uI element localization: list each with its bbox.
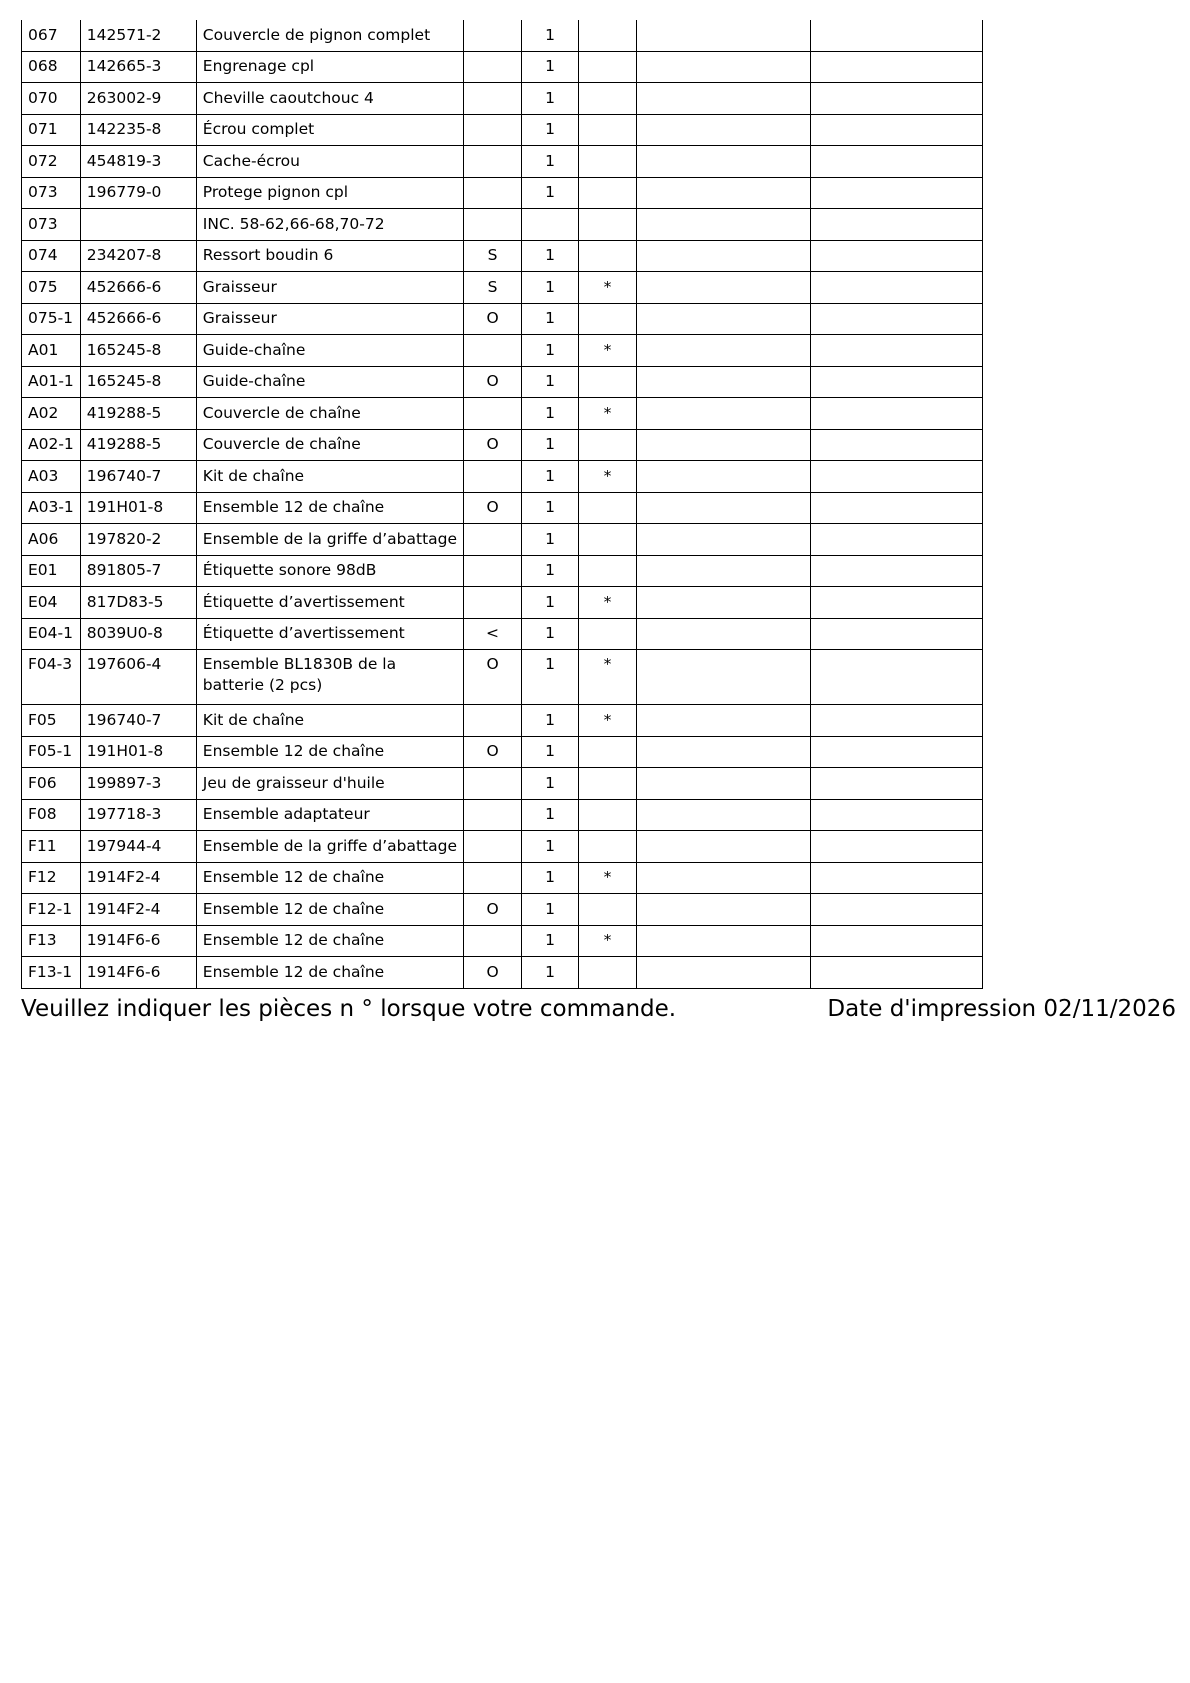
blank-cell	[637, 768, 811, 800]
blank-cell	[637, 51, 811, 83]
item-number-cell: 073	[22, 209, 81, 241]
part-number-cell: 142571-2	[80, 20, 196, 51]
code-cell	[464, 146, 522, 178]
item-number-cell: 075	[22, 272, 81, 304]
item-number-cell: 070	[22, 83, 81, 115]
blank-cell	[811, 555, 983, 587]
quantity-cell: 1	[522, 51, 579, 83]
part-number-cell: 8039U0-8	[80, 618, 196, 650]
blank-cell	[637, 146, 811, 178]
part-number-cell: 197606-4	[80, 650, 196, 705]
quantity-cell	[522, 209, 579, 241]
description-cell: Couvercle de chaîne	[196, 429, 463, 461]
note-mark-cell: *	[579, 272, 637, 304]
note-mark-cell	[579, 83, 637, 115]
table-row	[22, 398, 983, 430]
table-row	[22, 831, 983, 863]
note-mark-cell	[579, 768, 637, 800]
part-number-cell	[80, 209, 196, 241]
blank-cell	[637, 650, 811, 705]
table-row	[22, 114, 983, 146]
item-number-cell: 068	[22, 51, 81, 83]
description-cell: Étiquette d’avertissement	[196, 587, 463, 619]
code-cell	[464, 398, 522, 430]
blank-cell	[637, 957, 811, 989]
item-number-cell: F12	[22, 862, 81, 894]
table-row	[22, 461, 983, 493]
blank-cell	[637, 705, 811, 737]
table-row	[22, 272, 983, 304]
code-cell: O	[464, 650, 522, 705]
item-number-cell: F08	[22, 799, 81, 831]
table-row	[22, 894, 983, 926]
part-number-cell: 817D83-5	[80, 587, 196, 619]
blank-cell	[811, 650, 983, 705]
blank-cell	[811, 272, 983, 304]
item-number-cell: A02-1	[22, 429, 81, 461]
item-number-cell: F06	[22, 768, 81, 800]
print-date: Date d'impression 02/11/2026	[827, 996, 1176, 1022]
description-cell: Guide-chaîne	[196, 366, 463, 398]
table-row	[22, 492, 983, 524]
part-number-cell: 1914F6-6	[80, 925, 196, 957]
blank-cell	[637, 894, 811, 926]
table-row	[22, 177, 983, 209]
blank-cell	[637, 587, 811, 619]
code-cell	[464, 20, 522, 51]
quantity-cell: 1	[522, 650, 579, 705]
table-row	[22, 768, 983, 800]
blank-cell	[637, 398, 811, 430]
quantity-cell: 1	[522, 587, 579, 619]
note-mark-cell	[579, 831, 637, 863]
item-number-cell: F04-3	[22, 650, 81, 705]
blank-cell	[811, 335, 983, 367]
table-row	[22, 303, 983, 335]
description-cell: Couvercle de chaîne	[196, 398, 463, 430]
note-mark-cell	[579, 618, 637, 650]
code-cell: O	[464, 366, 522, 398]
quantity-cell: 1	[522, 705, 579, 737]
note-mark-cell	[579, 894, 637, 926]
table-row	[22, 957, 983, 989]
table-row	[22, 555, 983, 587]
description-cell: Étiquette sonore 98dB	[196, 555, 463, 587]
code-cell: O	[464, 303, 522, 335]
code-cell	[464, 555, 522, 587]
blank-cell	[811, 894, 983, 926]
blank-cell	[811, 209, 983, 241]
part-number-cell: 165245-8	[80, 335, 196, 367]
part-number-cell: 1914F2-4	[80, 894, 196, 926]
description-cell: Ensemble 12 de chaîne	[196, 894, 463, 926]
description-cell: Ensemble 12 de chaîne	[196, 862, 463, 894]
quantity-cell: 1	[522, 736, 579, 768]
blank-cell	[811, 429, 983, 461]
quantity-cell: 1	[522, 618, 579, 650]
part-number-cell: 1914F6-6	[80, 957, 196, 989]
description-cell: Couvercle de pignon complet	[196, 20, 463, 51]
item-number-cell: 071	[22, 114, 81, 146]
part-number-cell: 454819-3	[80, 146, 196, 178]
blank-cell	[637, 303, 811, 335]
code-cell	[464, 831, 522, 863]
table-row	[22, 20, 983, 51]
table-row	[22, 705, 983, 737]
table-row	[22, 650, 983, 705]
note-mark-cell	[579, 555, 637, 587]
blank-cell	[637, 209, 811, 241]
part-number-cell: 142665-3	[80, 51, 196, 83]
description-cell: Graisseur	[196, 272, 463, 304]
blank-cell	[637, 555, 811, 587]
blank-cell	[811, 366, 983, 398]
blank-cell	[811, 618, 983, 650]
order-instruction-note: Veuillez indiquer les pièces n ° lorsque votre commande.	[21, 996, 677, 1022]
table-row	[22, 83, 983, 115]
blank-cell	[637, 461, 811, 493]
part-number-cell: 452666-6	[80, 272, 196, 304]
description-cell: Ensemble adaptateur	[196, 799, 463, 831]
blank-cell	[637, 20, 811, 51]
quantity-cell: 1	[522, 768, 579, 800]
blank-cell	[811, 83, 983, 115]
item-number-cell: A03	[22, 461, 81, 493]
code-cell	[464, 768, 522, 800]
table-row	[22, 146, 983, 178]
quantity-cell: 1	[522, 177, 579, 209]
quantity-cell: 1	[522, 272, 579, 304]
code-cell: S	[464, 272, 522, 304]
note-mark-cell	[579, 429, 637, 461]
code-cell	[464, 587, 522, 619]
note-mark-cell	[579, 177, 637, 209]
blank-cell	[637, 177, 811, 209]
item-number-cell: F13	[22, 925, 81, 957]
blank-cell	[637, 618, 811, 650]
code-cell	[464, 925, 522, 957]
item-number-cell: 074	[22, 240, 81, 272]
blank-cell	[811, 146, 983, 178]
note-mark-cell	[579, 114, 637, 146]
item-number-cell: F05	[22, 705, 81, 737]
description-cell: Engrenage cpl	[196, 51, 463, 83]
code-cell	[464, 524, 522, 556]
quantity-cell: 1	[522, 20, 579, 51]
quantity-cell: 1	[522, 114, 579, 146]
note-mark-cell	[579, 736, 637, 768]
code-cell: O	[464, 894, 522, 926]
description-cell: Ensemble BL1830B de la batterie (2 pcs)	[196, 650, 463, 705]
table-row	[22, 240, 983, 272]
description-cell: Ensemble 12 de chaîne	[196, 736, 463, 768]
description-cell: Kit de chaîne	[196, 461, 463, 493]
item-number-cell: 067	[22, 20, 81, 51]
part-number-cell: 191H01-8	[80, 736, 196, 768]
note-mark-cell: *	[579, 705, 637, 737]
item-number-cell: 072	[22, 146, 81, 178]
part-number-cell: 419288-5	[80, 429, 196, 461]
table-row	[22, 209, 983, 241]
note-mark-cell: *	[579, 862, 637, 894]
note-mark-cell	[579, 209, 637, 241]
quantity-cell: 1	[522, 894, 579, 926]
code-cell	[464, 83, 522, 115]
note-mark-cell: *	[579, 461, 637, 493]
table-row	[22, 335, 983, 367]
quantity-cell: 1	[522, 398, 579, 430]
blank-cell	[811, 587, 983, 619]
part-number-cell: 142235-8	[80, 114, 196, 146]
part-number-cell: 199897-3	[80, 768, 196, 800]
note-mark-cell: *	[579, 925, 637, 957]
item-number-cell: 073	[22, 177, 81, 209]
description-cell: Graisseur	[196, 303, 463, 335]
blank-cell	[811, 831, 983, 863]
blank-cell	[811, 20, 983, 51]
quantity-cell: 1	[522, 335, 579, 367]
blank-cell	[811, 957, 983, 989]
item-number-cell: A02	[22, 398, 81, 430]
blank-cell	[811, 524, 983, 556]
description-cell: Ressort boudin 6	[196, 240, 463, 272]
note-mark-cell: *	[579, 398, 637, 430]
table-row	[22, 51, 983, 83]
blank-cell	[811, 114, 983, 146]
quantity-cell: 1	[522, 83, 579, 115]
blank-cell	[637, 524, 811, 556]
part-number-cell: 191H01-8	[80, 492, 196, 524]
description-cell: Protege pignon cpl	[196, 177, 463, 209]
parts-table-body	[22, 20, 983, 988]
item-number-cell: F05-1	[22, 736, 81, 768]
code-cell	[464, 461, 522, 493]
quantity-cell: 1	[522, 303, 579, 335]
code-cell: O	[464, 492, 522, 524]
item-number-cell: E04-1	[22, 618, 81, 650]
description-cell: Ensemble 12 de chaîne	[196, 925, 463, 957]
quantity-cell: 1	[522, 555, 579, 587]
blank-cell	[811, 925, 983, 957]
table-row	[22, 862, 983, 894]
table-row	[22, 524, 983, 556]
item-number-cell: E04	[22, 587, 81, 619]
note-mark-cell	[579, 51, 637, 83]
part-number-cell: 165245-8	[80, 366, 196, 398]
part-number-cell: 196740-7	[80, 461, 196, 493]
blank-cell	[811, 177, 983, 209]
blank-cell	[811, 240, 983, 272]
part-number-cell: 196779-0	[80, 177, 196, 209]
note-mark-cell	[579, 492, 637, 524]
code-cell: O	[464, 429, 522, 461]
description-cell: INC. 58-62,66-68,70-72	[196, 209, 463, 241]
note-mark-cell	[579, 303, 637, 335]
blank-cell	[811, 51, 983, 83]
blank-cell	[811, 492, 983, 524]
code-cell: O	[464, 736, 522, 768]
part-number-cell: 234207-8	[80, 240, 196, 272]
table-row	[22, 799, 983, 831]
description-cell: Ensemble 12 de chaîne	[196, 957, 463, 989]
quantity-cell: 1	[522, 146, 579, 178]
table-row	[22, 925, 983, 957]
blank-cell	[637, 736, 811, 768]
item-number-cell: F12-1	[22, 894, 81, 926]
part-number-cell: 197820-2	[80, 524, 196, 556]
table-row	[22, 736, 983, 768]
item-number-cell: A01-1	[22, 366, 81, 398]
blank-cell	[637, 114, 811, 146]
code-cell	[464, 114, 522, 146]
note-mark-cell	[579, 366, 637, 398]
quantity-cell: 1	[522, 429, 579, 461]
blank-cell	[637, 240, 811, 272]
description-cell: Ensemble de la griffe d’abattage	[196, 831, 463, 863]
description-cell: Ensemble 12 de chaîne	[196, 492, 463, 524]
quantity-cell: 1	[522, 524, 579, 556]
note-mark-cell	[579, 799, 637, 831]
blank-cell	[811, 461, 983, 493]
part-number-cell: 197944-4	[80, 831, 196, 863]
code-cell	[464, 335, 522, 367]
blank-cell	[637, 366, 811, 398]
code-cell	[464, 799, 522, 831]
note-mark-cell	[579, 957, 637, 989]
blank-cell	[637, 925, 811, 957]
quantity-cell: 1	[522, 461, 579, 493]
quantity-cell: 1	[522, 492, 579, 524]
item-number-cell: F13-1	[22, 957, 81, 989]
code-cell	[464, 705, 522, 737]
blank-cell	[811, 768, 983, 800]
code-cell	[464, 177, 522, 209]
note-mark-cell: *	[579, 335, 637, 367]
quantity-cell: 1	[522, 862, 579, 894]
description-cell: Écrou complet	[196, 114, 463, 146]
item-number-cell: 075-1	[22, 303, 81, 335]
quantity-cell: 1	[522, 240, 579, 272]
code-cell: S	[464, 240, 522, 272]
part-number-cell: 419288-5	[80, 398, 196, 430]
blank-cell	[811, 398, 983, 430]
blank-cell	[637, 272, 811, 304]
blank-cell	[637, 799, 811, 831]
blank-cell	[811, 705, 983, 737]
item-number-cell: A01	[22, 335, 81, 367]
blank-cell	[811, 799, 983, 831]
note-mark-cell	[579, 20, 637, 51]
blank-cell	[637, 831, 811, 863]
code-cell	[464, 209, 522, 241]
blank-cell	[811, 862, 983, 894]
blank-cell	[637, 429, 811, 461]
table-row	[22, 587, 983, 619]
blank-cell	[637, 83, 811, 115]
quantity-cell: 1	[522, 366, 579, 398]
part-number-cell: 196740-7	[80, 705, 196, 737]
part-number-cell: 197718-3	[80, 799, 196, 831]
description-cell: Étiquette d’avertissement	[196, 618, 463, 650]
parts-table	[21, 20, 983, 989]
code-cell: <	[464, 618, 522, 650]
blank-cell	[811, 303, 983, 335]
item-number-cell: E01	[22, 555, 81, 587]
part-number-cell: 263002-9	[80, 83, 196, 115]
blank-cell	[637, 335, 811, 367]
table-row	[22, 429, 983, 461]
item-number-cell: A06	[22, 524, 81, 556]
part-number-cell: 452666-6	[80, 303, 196, 335]
description-cell: Jeu de graisseur d'huile	[196, 768, 463, 800]
quantity-cell: 1	[522, 957, 579, 989]
table-row	[22, 366, 983, 398]
blank-cell	[637, 862, 811, 894]
part-number-cell: 891805-7	[80, 555, 196, 587]
quantity-cell: 1	[522, 831, 579, 863]
blank-cell	[811, 736, 983, 768]
part-number-cell: 1914F2-4	[80, 862, 196, 894]
description-cell: Cache-écrou	[196, 146, 463, 178]
description-cell: Ensemble de la griffe d’abattage	[196, 524, 463, 556]
description-cell: Guide-chaîne	[196, 335, 463, 367]
description-cell: Kit de chaîne	[196, 705, 463, 737]
description-cell: Cheville caoutchouc 4	[196, 83, 463, 115]
note-mark-cell	[579, 240, 637, 272]
table-row	[22, 618, 983, 650]
item-number-cell: A03-1	[22, 492, 81, 524]
code-cell	[464, 862, 522, 894]
code-cell: O	[464, 957, 522, 989]
note-mark-cell	[579, 146, 637, 178]
note-mark-cell: *	[579, 587, 637, 619]
item-number-cell: F11	[22, 831, 81, 863]
blank-cell	[637, 492, 811, 524]
code-cell	[464, 51, 522, 83]
quantity-cell: 1	[522, 925, 579, 957]
note-mark-cell	[579, 524, 637, 556]
quantity-cell: 1	[522, 799, 579, 831]
note-mark-cell: *	[579, 650, 637, 705]
